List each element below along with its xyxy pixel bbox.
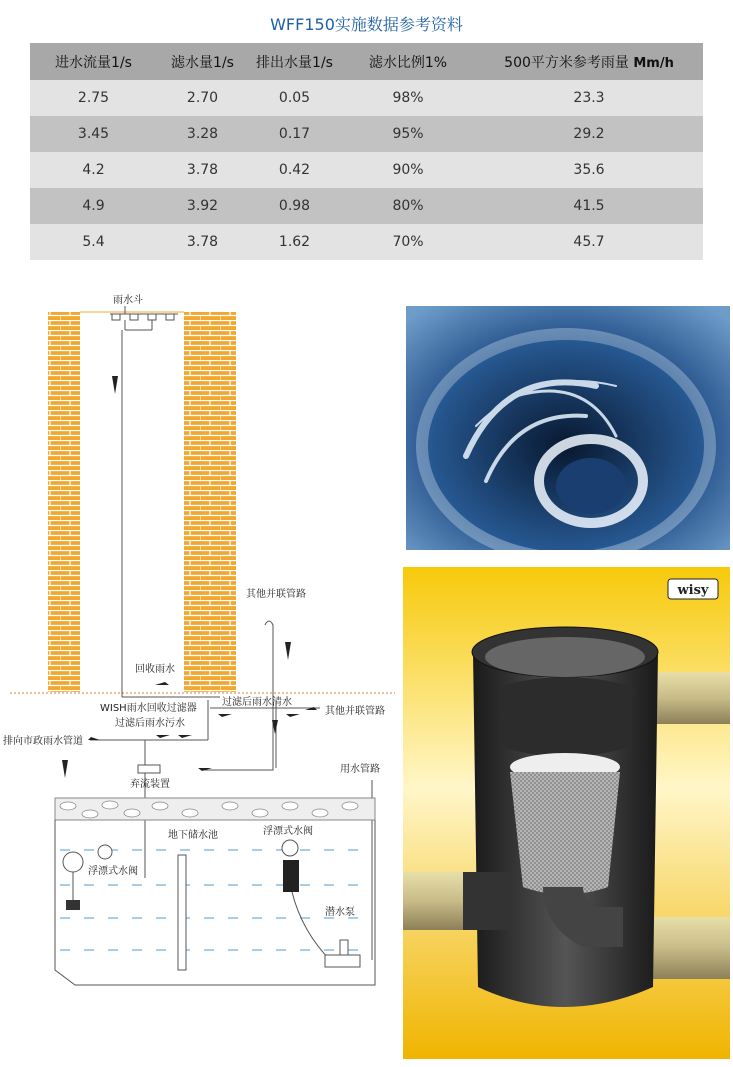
header-rainfall-label: 500平方米参考雨量 [504, 54, 629, 71]
label-filter: WISH雨水回收过滤器 [100, 703, 197, 714]
table-cell: 3.78 [157, 152, 248, 188]
table-cell: 0.42 [248, 152, 341, 188]
valve-weight-left [66, 900, 80, 910]
header-filtered: 滤水量1/s [157, 43, 248, 80]
diverter-box [138, 765, 160, 773]
table-header-row [30, 43, 703, 80]
table-row [30, 80, 703, 116]
table-cell: 1.62 [248, 224, 341, 260]
table-cell: 3.92 [157, 188, 248, 224]
rainwater-system-diagram [0, 290, 395, 990]
left-arrow-icon [156, 735, 170, 738]
data-table [30, 43, 703, 260]
label-water-pipe: 用水管路 [340, 764, 380, 775]
float-ball-left [63, 852, 83, 872]
left-arrow-icon [88, 737, 100, 740]
left-arrow-icon [286, 714, 300, 717]
label-filtered-clean: 过滤后雨水清水 [222, 697, 292, 708]
brick-wall-right [184, 312, 236, 692]
left-arrow-icon [178, 735, 192, 738]
table-cell: 95% [341, 116, 475, 152]
table-cell: 4.2 [30, 152, 157, 188]
table-cell: 80% [341, 188, 475, 224]
header-ratio: 滤水比例1% [341, 43, 475, 80]
header-inflow: 进水流量1/s [30, 43, 157, 80]
table-cell: 23.3 [475, 80, 703, 116]
table-cell: 70% [341, 224, 475, 260]
label-diverter: 弃流装置 [130, 779, 170, 790]
label-float-valve-left: 浮漂式水阀 [88, 866, 138, 877]
down-arrow-icon [112, 376, 118, 394]
table-row [30, 188, 703, 224]
label-float-valve-right: 浮漂式水阀 [263, 826, 313, 837]
table-cell: 98% [341, 80, 475, 116]
table-cell: 41.5 [475, 188, 703, 224]
left-arrow-icon [218, 714, 232, 717]
table-cell: 2.70 [157, 80, 248, 116]
table-row [30, 152, 703, 188]
wisy-logo-text: wisy [677, 583, 709, 598]
rain-hopper-icon [110, 306, 178, 330]
table-cell: 3.45 [30, 116, 157, 152]
header-rainfall [475, 43, 703, 80]
label-rain-hopper: 雨水斗 [113, 295, 143, 306]
table-row [30, 224, 703, 260]
page-title: WFF150实施数据参考资料 [270, 15, 463, 34]
label-municipal-pipe: 排向市政雨水管道 [3, 736, 83, 747]
table-cell: 5.4 [30, 224, 157, 260]
table-cell: 0.98 [248, 188, 341, 224]
submersible-pump [325, 955, 360, 967]
label-other-pipe-top: 其他并联管路 [246, 589, 306, 600]
table-cell: 45.7 [475, 224, 703, 260]
wisy-filter-product-photo [403, 567, 730, 1059]
float-ball-right [282, 840, 298, 856]
brick-wall-left [48, 312, 80, 692]
header-discharge: 排出水量1/s [248, 43, 341, 80]
right-arrow-icon [155, 682, 169, 685]
label-tank: 地下储水池 [168, 830, 218, 841]
table-cell: 29.2 [475, 116, 703, 152]
label-filtered-dirty: 过滤后雨水污水 [115, 718, 185, 729]
table-cell: 0.05 [248, 80, 341, 116]
table-cell: 3.28 [157, 116, 248, 152]
table-cell: 3.78 [157, 224, 248, 260]
table-cell: 4.9 [30, 188, 157, 224]
down-arrow-icon [62, 760, 68, 778]
table-cell: 0.17 [248, 116, 341, 152]
label-pump: 潜水泵 [325, 907, 355, 918]
header-rainfall-unit: Mm/h [633, 55, 674, 71]
tank-partition [178, 855, 186, 970]
float-valve-body [283, 860, 299, 892]
table-cell: 35.6 [475, 152, 703, 188]
table-cell: 90% [341, 152, 475, 188]
filter-swirl-photo [406, 306, 730, 550]
label-recovered-rain: 回收雨水 [135, 664, 175, 675]
table-row [30, 116, 703, 152]
table-cell: 2.75 [30, 80, 157, 116]
label-other-pipe-right: 其他并联管路 [325, 706, 385, 717]
down-arrow-icon [285, 642, 291, 660]
